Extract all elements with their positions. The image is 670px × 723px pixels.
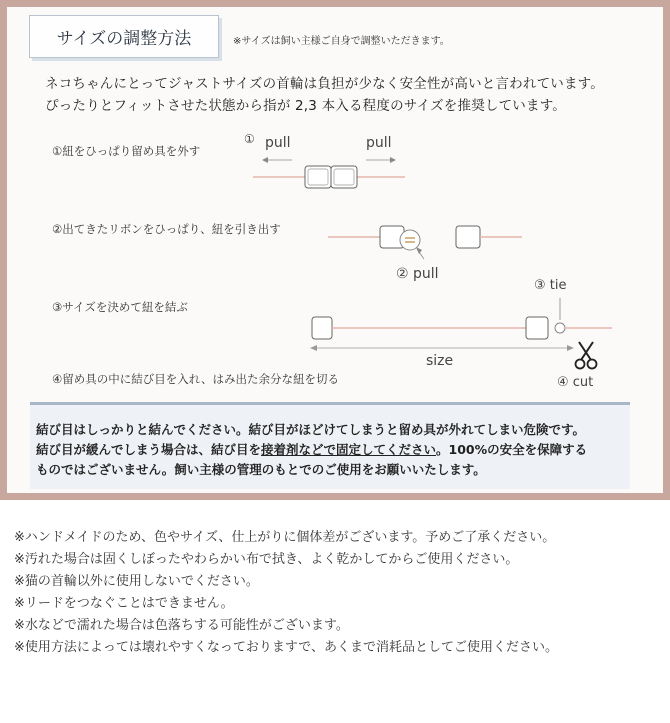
size-arrow-right-icon: [567, 345, 574, 351]
pull-label: ② pull: [396, 266, 439, 282]
size-arrow-left-icon: [310, 345, 317, 351]
step-1-text: ①紐をひっぱり留め具を外す: [52, 144, 201, 158]
arrow-right-icon: [390, 157, 396, 163]
caution-note: ※ハンドメイドのため、色やサイズ、仕上がりに個体差がございます。予めご了承ください。: [14, 530, 556, 545]
tie-label: ③ tie: [534, 278, 567, 293]
caution-note: ※猫の首輪以外に使用しないでください。: [14, 574, 259, 589]
step-3-illustration: [310, 278, 612, 390]
pull-arrow-icon: [416, 247, 422, 254]
warning-line-1: 結び目はしっかりと結んでください。結び目がほどけてしまうと留め具が外れてしまい危険です。: [36, 422, 586, 437]
buckle-icon: [456, 226, 480, 248]
ribbon-loop-icon: [400, 230, 420, 250]
knot-icon: [555, 323, 565, 333]
title-note: ※サイズは飼い主様ご自身で調整いただきます。: [233, 36, 450, 47]
caution-note: ※水などで濡れた場合は色落ちする可能性がございます。: [14, 618, 349, 633]
warning-line-2-start: 結び目が緩んでしまう場合は、結び目を: [36, 442, 262, 457]
intro-line-1: ネコちゃんにとってジャストサイズの首輪は負担が少なく安全性が高いと言われています。: [45, 76, 604, 92]
buckle-icon: [312, 317, 332, 339]
step-3-text: ③サイズを決めて紐を結ぶ: [52, 300, 188, 314]
step-2-illustration: [328, 226, 522, 282]
warning-line-2-end: 。100%の安全を保障する: [436, 442, 588, 457]
arrow-left-icon: [262, 157, 268, 163]
caution-note: ※リードをつなぐことはできません。: [14, 596, 234, 611]
section-title: サイズの調整方法: [29, 15, 219, 58]
pull-left-label: pull: [265, 135, 291, 151]
buckle-icon: [526, 317, 548, 339]
size-label: size: [426, 353, 454, 369]
scissors-icon: [576, 342, 597, 369]
step-4-text: ④留め具の中に結び目を入れ、はみ出た余分な紐を切る: [52, 372, 339, 386]
step-1-illustration: [244, 132, 405, 188]
warning-line-2: [36, 440, 587, 458]
pull-right-label: pull: [366, 135, 392, 151]
caution-note: ※汚れた場合は固くしぼったやわらかい布で拭き、よく乾かしてからご使用ください。: [14, 552, 519, 567]
warning-line-3: ものではございません。飼い主様の管理のもとでのご使用をお願いいたします。: [36, 462, 486, 477]
step-2-text: ②出てきたリボンをひっぱり、紐を引き出す: [52, 222, 281, 236]
intro-line-2: ぴったりとフィットさせた状態から指が 2,3 本入る程度のサイズを推奨しています。: [45, 98, 567, 114]
cut-label: ④ cut: [557, 375, 594, 390]
warning-underlined-text: 接着剤などで固定してください: [261, 442, 437, 457]
step-1-number: ①: [244, 132, 255, 146]
caution-note: ※使用方法によっては壊れやすくなっておりますで、あくまで消耗品としてご使用ください。: [14, 640, 559, 655]
